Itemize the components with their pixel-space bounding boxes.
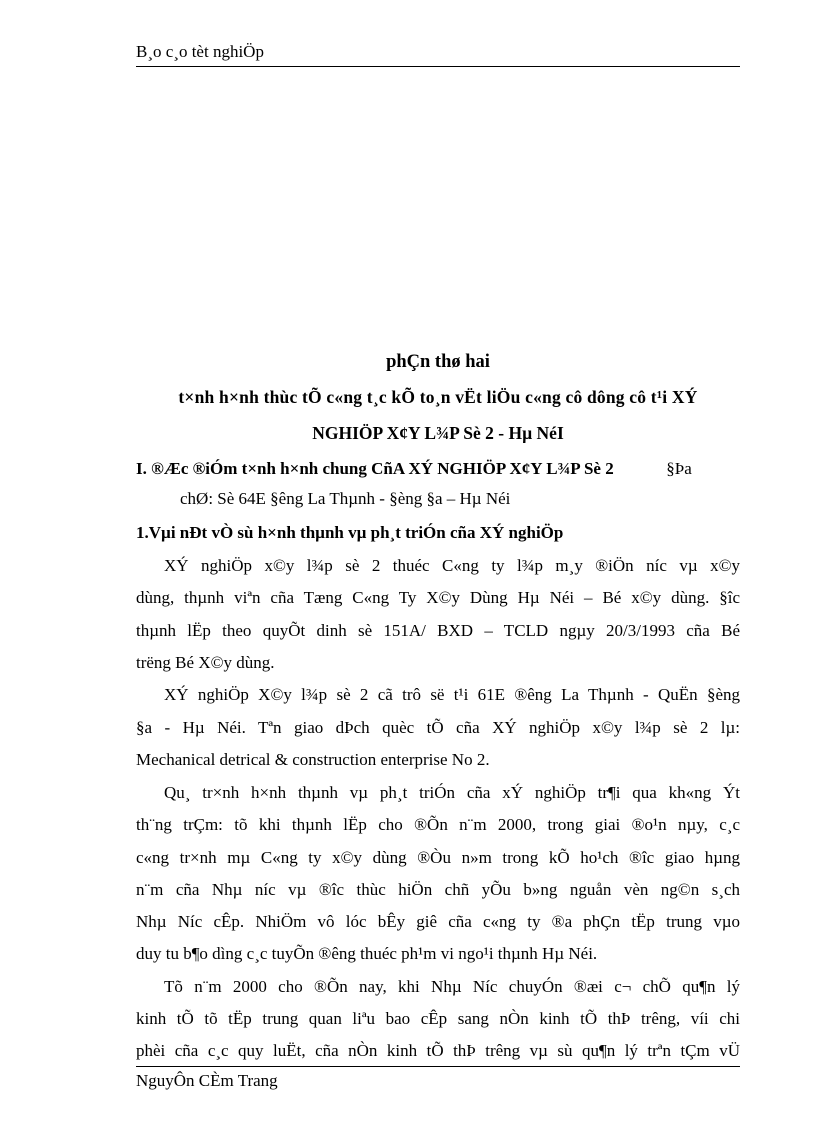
subsection-heading: 1.Vµi nÐt vÒ sù h×nh thµnh vµ ph¸t triÓn cña XÝ nghiÖp <box>136 523 564 542</box>
section-heading-text: I. ®Æc ®iÓm t×nh h×nh chung CñA XÝ NGHIÖP X¢Y L¾P Sè 2 <box>136 459 614 478</box>
paragraph-line: duy tu b¶o dìng c¸c tuyÕn ®êng thuéc ph¹m vi ngo¹i thµnh Hµ Néi. <box>136 944 598 963</box>
paragraph-line: Qu¸ tr×nh h×nh thµnh vµ ph¸t triÓn cña xÝ nghiÖp tr¶i qua kh«ng Ýt <box>164 783 740 802</box>
paragraph-line: XÝ nghiÖp x©y l¾p sè 2 thuéc C«ng ty l¾p m¸y ®iÖn níc vµ x©y <box>164 556 740 575</box>
paragraph-line: kinh tÕ tõ tËp trung quan liªu bao cÊp sang nÒn kinh tÕ thÞ trêng, víi chi <box>136 1009 740 1028</box>
chapter-title-line-2: NGHIÖP X¢Y L¾P Sè 2 - Hµ NéI <box>312 423 564 443</box>
section-heading-tail: §Þa <box>666 459 692 478</box>
paragraph-line: §a - Hµ Néi. Tªn giao dÞch quèc tÕ cña XÝ nghiÖp x©y l¾p sè 2 lµ: <box>136 718 740 737</box>
paragraph-line: trëng Bé X©y dùng. <box>136 653 275 672</box>
chapter-title-line-1: t×nh h×nh thùc tÕ c«ng t¸c kÕ to¸n vËt liÖu c«ng cô dông cô t¹i XÝ <box>178 387 698 407</box>
paragraph-line: thµnh lËp theo quyÕt dinh sè 151A/ BXD – TCLD ngµy 20/3/1993 cña Bé <box>136 621 740 640</box>
paragraph-line: Nhµ Níc cÊp. NhiÖm vô lóc bÊy giê cña c«ng ty ®a phÇn tËp trung vµo <box>136 912 740 931</box>
paragraph-line: th¨ng trÇm: tõ khi thµnh lËp cho ®Õn n¨m 2000, trong giai ®o¹n nµy, c¸c <box>136 815 740 834</box>
paragraph-line: dùng, thµnh viªn cña Tæng C«ng Ty X©y Dùng Hµ Néi – Bé x©y dùng. §îc <box>136 588 740 607</box>
paragraph-line: Mechanical detrical & construction enterprise No 2. <box>136 750 490 769</box>
section-address: chØ: Sè 64E §êng La Thµnh - §èng §a – Hµ Néi <box>180 489 511 508</box>
paragraph-line: Tõ n¨m 2000 cho ®Õn nay, khi Nhµ Níc chuyÓn ®æi c¬ chÕ qu¶n lý <box>164 977 740 996</box>
part-title: phÇn thø hai <box>386 352 490 372</box>
paragraph-line: phèi cña c¸c quy luËt, cña nÒn kinh tÕ thÞ trêng vµ sù qu¶n lý trªn tÇm vÜ <box>136 1041 740 1060</box>
paragraph-line: n¨m cña Nhµ níc vµ ®îc thùc hiÖn chñ yÕu b»ng nguån vèn ng©n s¸ch <box>136 880 740 899</box>
section-heading <box>136 459 692 479</box>
paragraph-line: XÝ nghiÖp X©y l¾p sè 2 cã trô së t¹i 61E ®êng La Thµnh - QuËn §èng <box>164 685 740 704</box>
paragraph-line: c«ng tr×nh mµ C«ng ty x©y dùng ®Òu n»m trong kÕ ho¹ch ®îc giao hµng <box>136 848 740 867</box>
page-footer: NguyÔn CÈm Trang <box>136 1066 740 1093</box>
page-header: B¸o c¸o tèt nghiÖp <box>136 40 740 67</box>
